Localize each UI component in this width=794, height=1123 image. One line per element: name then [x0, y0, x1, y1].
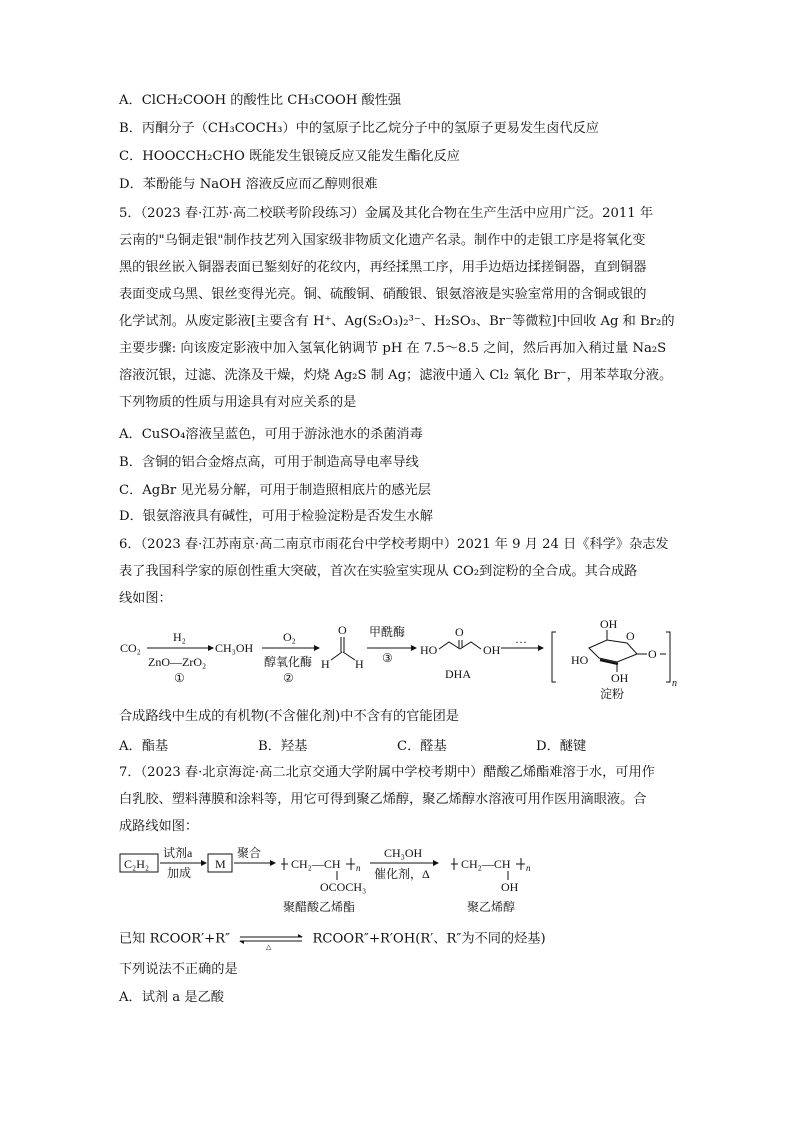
- forward-arrow-head: [298, 934, 303, 937]
- q5-line: 主要步骤: 向该废定影液中加入氢氧化钠调节 pH 在 7.5～8.5 之间，然后再加入稍过量 Na₂S: [119, 341, 667, 356]
- q6-line: 表了我国科学家的原创性重大突破，首次在实验室实现从 CO₂到淀粉的全合成。其合成路: [119, 564, 638, 579]
- q6-question: 合成路线中生成的有机物(不含催化剂)中不含有的官能团是: [119, 709, 459, 724]
- q4-option-b: B．丙酮分子（CH₃COCH₃）中的氢原子比乙烷分子中的氢原子更易发生卤代反应: [119, 121, 599, 136]
- q7-line: 成路线如图：: [119, 819, 199, 834]
- q5-option-c: C．AgBr 见光易分解，可用于制造照相底片的感光层: [119, 483, 431, 498]
- formaldehyde-h-left: H: [321, 657, 330, 671]
- starch-oh-top: OH: [600, 617, 618, 631]
- starch-n-label: n: [672, 678, 677, 689]
- q5-line: 5．（2023 春·江苏·高二校联考阶段练习）金属及其化合物在生产生活中应用广泛。2011 年: [119, 206, 654, 221]
- q6-options: [119, 735, 679, 757]
- step-2-label: ②: [283, 671, 294, 685]
- q4-option-c: C．HOOCCH₂CHO 既能发生银镜反应又能发生酯化反应: [119, 149, 460, 164]
- enzyme-2-label: 醇氧化酶: [264, 655, 313, 669]
- step-3-label: ③: [382, 651, 393, 665]
- methanol-label: CH₃OH: [215, 641, 254, 655]
- q4-option-d: D．苯酚能与 NaOH 溶液反应而乙醇则很难: [119, 177, 378, 192]
- q5-option-b: B．含铜的铝合金熔点高，可用于制造高导电率导线: [119, 455, 419, 470]
- q7-question: 下列说法不正确的是: [119, 962, 238, 977]
- polymer-2-chain: CH₂—CH: [461, 857, 511, 871]
- enzyme-3-label: 甲酰酶: [369, 625, 406, 639]
- q7-line: 白乳胶、塑料薄膜和涂料等，用它可得到聚乙烯醇，聚乙烯醇水溶液可用作医用滴眼液。合: [119, 792, 647, 807]
- starch-o-link: O: [648, 647, 657, 661]
- reverse-arrow-head: [239, 941, 244, 944]
- dots-label: ···: [515, 635, 527, 649]
- starch-bracket-right: [666, 632, 670, 682]
- glucose-ring: [589, 640, 637, 662]
- q5-option-a: A．CuSO₄溶液呈蓝色，可用于游泳池水的杀菌消毒: [119, 427, 423, 442]
- dha-oh-label: OH: [483, 643, 501, 657]
- q6-line: 6．（2023 春·江苏南京·高二南京市雨花台中学校考期中）2021 年 9 月 24 日《科学》杂志发: [119, 537, 669, 552]
- polymer-2-n: n: [526, 863, 531, 873]
- q6-option-d: D．醚键: [536, 739, 587, 754]
- q7-synthesis-scheme: [115, 840, 575, 922]
- q5-line: 化学试剂。从废定影液[主要含有 H⁺、Ag(S₂O₃)₂³⁻、H₂SO₃、Br⁻等微粒]中回收 Ag 和 Br₂的: [119, 314, 675, 329]
- catalyst-label: ZnO—ZrO₂: [148, 655, 207, 669]
- arrow-2-head: [270, 860, 276, 866]
- c2h2-label: C₂H₂: [124, 857, 150, 871]
- arrow-1-head: [208, 645, 214, 651]
- polyvinyl-alcohol-label: 聚乙烯醇: [467, 900, 516, 914]
- q6-stem: [119, 531, 679, 612]
- o2-label: O₂: [283, 630, 296, 644]
- arrow-3-head: [411, 645, 417, 651]
- polymer-1-n: n: [356, 863, 361, 873]
- formaldehyde-ch-bond: [343, 652, 355, 660]
- heat-symbol: △: [266, 943, 272, 950]
- starch-ring-o: O: [626, 629, 635, 643]
- m-label: M: [215, 857, 226, 871]
- q7-known-reaction: [119, 928, 694, 951]
- arrow-4-head: [538, 645, 544, 651]
- q7-stem: [119, 759, 679, 840]
- dha-o-label: O: [455, 625, 464, 639]
- q5-line: 溶液沉银，过滤、洗涤及干燥，灼烧 Ag₂S 制 Ag；滤液中通入 Cl₂ 氧化 Br⁻，用苯萃取分液。: [119, 368, 673, 383]
- q6-option-a: A．酯基: [119, 739, 169, 754]
- q4-option-a: A．ClCH₂COOH 的酸性比 CH₃COOH 酸性强: [119, 93, 402, 108]
- q6-line: 线如图：: [119, 591, 172, 606]
- starch-ho-label: HO: [571, 653, 589, 667]
- formaldehyde-o-label: O: [338, 623, 347, 637]
- q6-option-b: B．羟基: [258, 739, 308, 754]
- dha-ho-label: HO: [420, 643, 438, 657]
- known-right: RCOOR″+R′OH(R′、R″为不同的烃基): [312, 931, 546, 947]
- dha-chain: [460, 642, 481, 649]
- q7-line: 7．（2023 春·北京海淀·高二北京交通大学附属中学校考期中）醋酸乙烯酯难溶于水，可用作: [119, 765, 655, 780]
- q7-option-a: A．试剂 a 是乙酸: [119, 990, 224, 1005]
- ester-group-label: OCOCH₃: [320, 880, 367, 894]
- formaldehyde-h-right: H: [355, 657, 364, 671]
- hydroxyl-label: OH: [501, 880, 519, 894]
- starch-bracket-left: [552, 632, 556, 682]
- q5-option-d: D．银氨溶液具有碱性，可用于检验淀粉是否发生水解: [119, 509, 433, 524]
- catalyst-label: 催化剂，Δ: [374, 867, 430, 881]
- q5-line: 云南的"乌铜走银"制作技艺列入国家级非物质文化遗产名录。制作中的走银工序是将氧化变: [119, 233, 646, 248]
- dha-label: DHA: [445, 667, 471, 681]
- polymerize-label: 聚合: [237, 846, 262, 860]
- methanol-label: CH₃OH: [384, 846, 423, 860]
- reagent-a-label: 试剂a: [163, 846, 193, 860]
- q5-line: 表面变成乌黑、银丝变得光亮。铜、硫酸铜、硝酸银、银氨溶液是实验室常用的含铜或银的: [119, 287, 647, 302]
- step-1-label: ①: [174, 671, 185, 685]
- arrow-1-head: [201, 860, 207, 866]
- q5-stem: [119, 200, 679, 416]
- q6-option-c: C．醛基: [397, 739, 447, 754]
- starch-label: 淀粉: [600, 687, 625, 701]
- addition-label: 加成: [167, 866, 192, 880]
- equilibrium-arrow: [234, 928, 308, 950]
- starch-oh-bottom: OH: [611, 671, 629, 685]
- dha-chain: [439, 642, 460, 649]
- q5-line: 黑的银丝嵌入铜器表面已錾刻好的花纹内，再经揉黑工序，用手边焐边揉搓铜器，直到铜器: [119, 260, 647, 275]
- arrow-3-head: [433, 860, 439, 866]
- h2-label: H₂: [173, 630, 186, 644]
- q5-question: 下列物质的性质与用途具有对应关系的是: [119, 395, 357, 410]
- known-left: 已知 RCOOR′+R″: [119, 931, 231, 947]
- polyvinyl-acetate-label: 聚醋酸乙烯酯: [283, 900, 356, 914]
- arrow-2-head: [314, 645, 320, 651]
- q6-synthesis-scheme: [115, 616, 695, 702]
- co2-label: CO₂: [120, 641, 141, 655]
- formaldehyde-ch-bond: [331, 652, 342, 660]
- polymer-1-chain: CH₂—CH: [291, 857, 341, 871]
